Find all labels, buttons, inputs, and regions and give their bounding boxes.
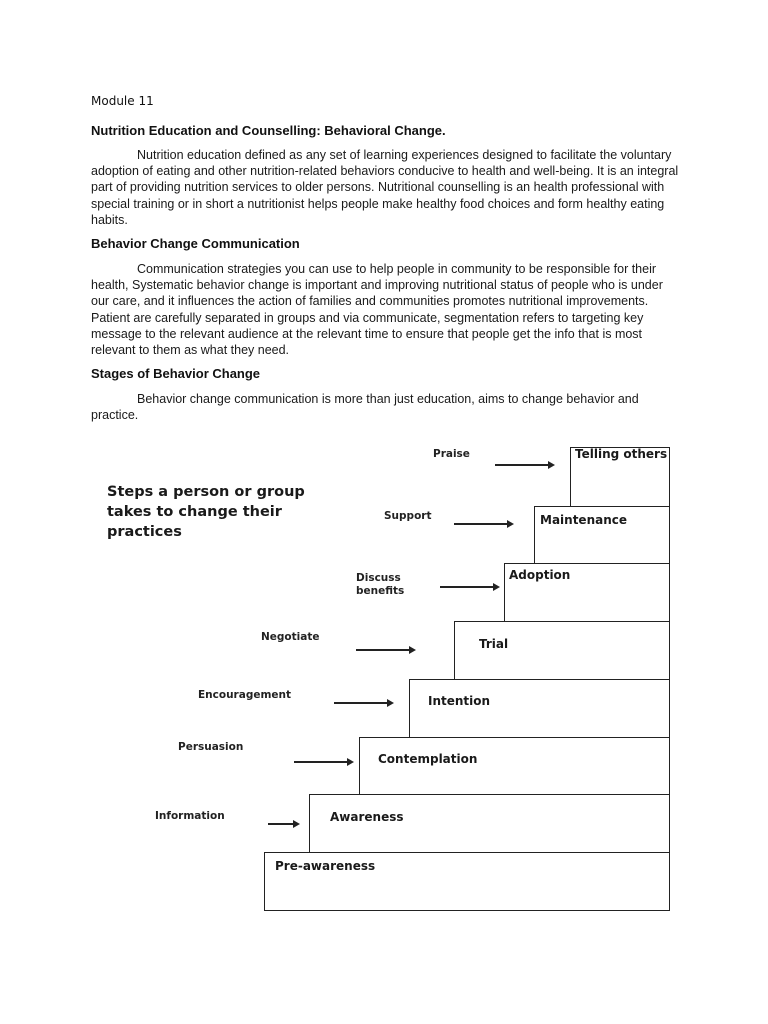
action-label-support: Support [384,510,432,522]
stages-paragraph: Behavior change communication is more than just education, aims to change behavior and practice. [91,392,639,423]
intro-paragraph: Nutrition education defined as any set of learning experiences designed to facilitate the voluntary adoption of eating and other nutrition-related behaviors conducive to health and well-being. It is an integral part of providing nutrition services to older persons. Nutritional counselling is an health professional with special training or in short a nutritionist helps people make healthy food choices and form healthy eating habits. [91,148,679,227]
step-label-pre-awareness: Pre-awareness [275,859,376,873]
arrow-persuasion [294,761,352,763]
step-box-pre-awareness [264,852,670,911]
main-heading: Nutrition Education and Counselling: Behavioral Change. [91,123,446,138]
step-box-intention [409,679,670,738]
step-label-maintenance: Maintenance [540,513,628,527]
step-label-intention: Intention [428,694,491,708]
step-label-trial: Trial [479,637,509,651]
action-label-encouragement: Encouragement [198,689,292,701]
step-box-telling-others [570,447,670,507]
arrow-information [268,823,298,825]
bcc-heading: Behavior Change Communication [91,236,300,251]
step-box-awareness [309,794,670,853]
stages-heading: Stages of Behavior Change [91,366,261,381]
action-label-negotiate: Negotiate [261,631,320,643]
step-box-contemplation [359,737,670,795]
module-label: Module 11 [91,94,154,108]
step-box-maintenance [534,506,670,564]
diagram-title: Steps a person or group takes to change their practices [107,484,305,540]
action-label-discuss-benefits: Discuss benefits [356,572,405,597]
action-label-information: Information [155,810,225,822]
action-label-persuasion: Persuasion [178,741,244,753]
arrow-encouragement [334,702,392,704]
behavior-change-staircase-diagram [90,436,680,916]
step-label-contemplation: Contemplation [378,752,478,766]
step-box-adoption [504,563,670,622]
step-box-trial [454,621,670,680]
arrow-support [454,523,512,525]
step-label-telling-others: Telling others [575,447,668,461]
arrow-discuss-benefits [440,586,498,588]
bcc-paragraph: Communication strategies you can use to help people in community to be responsible for their health, Systematic behavior change is important and improving nutritional status of people who is under our care, and it influences the action of families and communities promotes nutritional improvements. Patient are carefully separated in groups and via communicate, segmentation refers to targeting key message to the relevant audience at the relevant time to ensure that people get the info that is most relevant to them as what they need. [91,262,663,358]
arrow-praise [495,464,553,466]
step-label-awareness: Awareness [330,810,404,824]
action-label-praise: Praise [433,448,470,460]
arrow-negotiate [356,649,414,651]
step-label-adoption: Adoption [509,568,571,582]
